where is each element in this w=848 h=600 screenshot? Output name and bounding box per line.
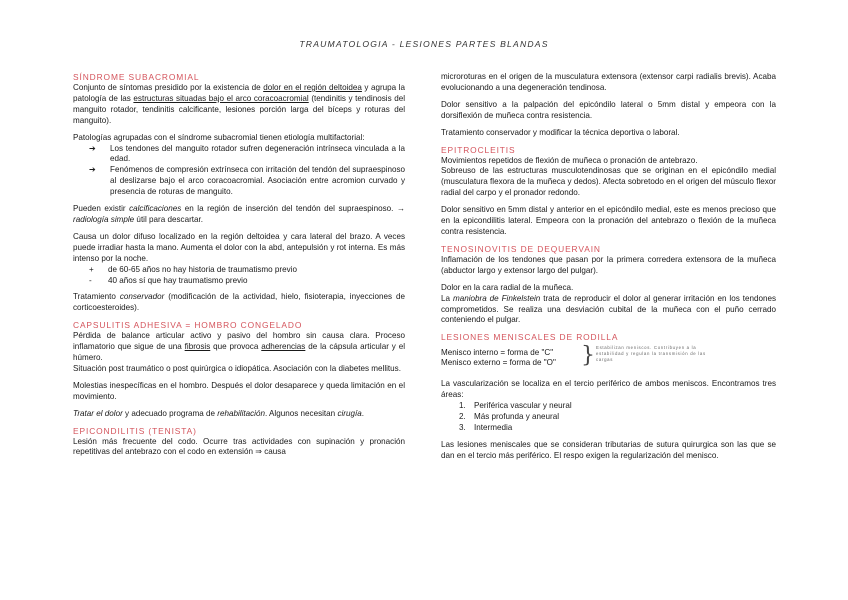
underlined-text: adherencias: [261, 342, 306, 352]
text: Pueden existir: [73, 204, 130, 214]
paragraph: [73, 331, 405, 364]
paragraph: [73, 204, 405, 226]
left-column: [73, 72, 405, 464]
list-item-text: de 60-65 años no hay historia de traumatismo previo: [108, 264, 297, 274]
text: útil para descartar.: [134, 214, 204, 224]
list-item: [73, 144, 405, 166]
numbered-list: [441, 401, 776, 434]
list-number: 1.: [459, 401, 466, 411]
list-item: [73, 165, 405, 198]
underlined-text: dolor en el región deltoidea: [263, 83, 362, 92]
arrow-icon: ➔: [89, 143, 96, 153]
paragraph: Las lesiones meniscales que se consideran tributarias de sutura quirurgica son las que se dan en el tercio más periférico. El respo exigen la regularización del menisco.: [441, 439, 776, 460]
text: y adecuado programa de: [122, 408, 218, 418]
paragraph: [441, 294, 776, 327]
menisco-externo: Menisco externo = forma de "O": [441, 358, 556, 368]
text: . Algunos necesitan: [264, 408, 338, 418]
italic-text: maniobra de Finkelstein: [452, 293, 541, 303]
list-item: [441, 412, 776, 423]
list-item-text: 40 años sí que hay traumatismo previo: [108, 275, 248, 285]
paragraph: microroturas en el origen de la musculatura extensora (extensor carpi radialis brevis). Acaba evolucionando a una degeneración tendinosa.: [441, 72, 776, 92]
paragraph: La vascularización se localiza en el tercio periférico de ambos meniscos. Encontramos tres áreas:: [441, 379, 776, 400]
text: (modificación de la actividad, hielo, fisioterapia, inyecciones de corticoesteroides).: [73, 292, 405, 313]
paragraph: Molestias inespecíficas en el hombro. Después el dolor desaparece y queda limitación en el movimiento.: [73, 380, 405, 401]
underlined-text: estructuras situadas bajo el arco coracoacromial: [133, 93, 309, 103]
list-number: 2.: [459, 412, 466, 422]
section-heading-sindrome-subacromial: SÍNDROME SUBACROMIAL: [73, 72, 200, 82]
text: Pérdida de balance articular activo y pasivo del hombro sin causa clara. Proceso inflamatorio que sigue de una: [73, 331, 405, 352]
italic-text: calcificaciones: [129, 204, 182, 214]
list-item-text: Periférica vascular y neural: [474, 401, 572, 411]
minus-icon: -: [89, 275, 92, 285]
italic-text: rehabilitación: [217, 408, 265, 418]
text: Conjunto de síntomas presidido por la existencia de: [73, 83, 264, 92]
page-title: TRAUMATOLOGIA - LESIONES PARTES BLANDAS: [299, 39, 549, 49]
plus-icon: +: [89, 264, 94, 274]
paragraph: Inflamación de los tendones que pasan por la primera corredera extensora de la muñeca (abductor largo y extensor largo del pulgar).: [441, 254, 776, 275]
paragraph: Sobreuso de las estructuras musculotendinosas que se originan en el epicóndilo medial (musculatura flexora de la muñeca y dedos). Afecta sobretodo en el origen del músculo flexor radial del carpo y el pronador redondo.: [441, 166, 776, 198]
italic-text: cirugía: [337, 408, 362, 418]
paragraph: [73, 83, 405, 127]
italic-text: Tratar el dolor: [73, 408, 123, 418]
list-item-text: Más profunda y aneural: [474, 412, 560, 422]
list-item: [441, 401, 776, 412]
paragraph: Patologías agrupadas con el síndrome subacromial tienen etiología multifactorial:: [73, 132, 365, 142]
text: Tratamiento: [73, 292, 120, 302]
list-number: 3.: [459, 422, 466, 432]
arrow-icon: ➔: [89, 165, 96, 175]
italic-text: radiología simple: [73, 214, 135, 224]
paragraph: Dolor en la cara radial de la muñeca.: [441, 282, 574, 292]
text: trata de reproducir el dolor al generar irritación en los tendones comprometidos. Se realiza una desviación cubital de la muñeca con el puño cerrado conteniendo el pulgar.: [441, 293, 776, 325]
list-item: [441, 423, 776, 434]
brace-icon: }: [581, 343, 595, 369]
underlined-text: fibrosis: [184, 342, 211, 352]
section-heading-capsulitis-adhesiva: CAPSULITIS ADHESIVA = HOMBRO CONGELADO: [73, 320, 303, 331]
section-heading-tenosinovitis: TENOSINOVITIS DE DEQUERVAIN: [441, 243, 601, 254]
list-item-text: Los tendones del manguito rotador sufren degeneración intrínseca vinculada a la edad.: [110, 143, 405, 164]
list-item: [73, 276, 405, 287]
paragraph: Causa un dolor difuso localizado en la región deltoidea y cara lateral del brazo. A veces puede irradiar hasta la mano. Aumenta el dolor con la abd, antepulsión y rot interna. Es más intenso por la noche.: [73, 231, 405, 263]
text: en la región de inserción del tendón del supraespinoso. →: [181, 204, 405, 214]
list-item-text: Fenómenos de compresión extrínseca con irritación del tendón del supraespinoso al deslizarse bajo el arco coracoacromial. Asociación entre acromion curvado y presencia de roturas de manguito.: [110, 165, 405, 197]
paragraph: Movimientos repetidos de flexión de muñeca o pronación de antebrazo.: [441, 155, 698, 165]
paragraph: Situación post traumático o post quirúrgica o idiopática. Asociación con la diabetes mellitus.: [73, 363, 401, 373]
section-heading-epitrocleitis: EPITROCLEITIS: [441, 144, 516, 155]
text: y agrupa la patología de las: [73, 83, 405, 103]
list-item-text: Intermedia: [474, 422, 513, 432]
menisco-block: [441, 345, 776, 373]
bullet-list: [73, 144, 405, 199]
paragraph: Dolor sensitivo en 5mm distal y anterior en el epicóndilo medial, este es menos precioso que en la epicondilitis lateral. Empeora con la pronación del antebrazo o flexión de la muñeca contra resistencia.: [441, 205, 776, 236]
paragraph: Dolor sensitivo a la palpación del epicóndilo lateral o 5mm distal y empeora con la dorsiflexión de muñeca contra resistencia.: [441, 99, 776, 120]
section-heading-epicondilitis: EPICONDILITIS (TENISTA): [73, 425, 197, 436]
paragraph: [73, 292, 405, 314]
paragraph: Tratamiento conservador y modificar la técnica deportiva o laboral.: [441, 127, 680, 137]
menisco-interno: Menisco interno = forma de "C": [441, 348, 554, 358]
bullet-list: [73, 265, 405, 287]
text: de la cápsula articular y el húmero.: [73, 342, 406, 363]
list-item: [73, 265, 405, 276]
right-column: [441, 72, 776, 468]
text: que provoca: [210, 342, 262, 352]
text: (tendinitis y tendinosis del manguito rotador, tendinitis calcificante, lesiones porción larga del bíceps y roturas del manguito).: [73, 93, 405, 125]
paragraph: [73, 409, 405, 420]
text: .: [361, 408, 364, 418]
italic-text: conservador: [119, 292, 165, 302]
paragraph: Lesión más frecuente del codo. Ocurre tras actividades con supinación y pronación repetitivas del antebrazo con el codo en extensión ⇒ causa: [73, 436, 405, 457]
text: La: [441, 293, 453, 303]
section-heading-lesiones-meniscales: LESIONES MENISCALES DE RODILLA: [441, 332, 619, 343]
menisco-note: Estabilizan meniscos. Contribuyen a la estabilidad y regulan la transmisión de las cargas: [596, 345, 706, 362]
